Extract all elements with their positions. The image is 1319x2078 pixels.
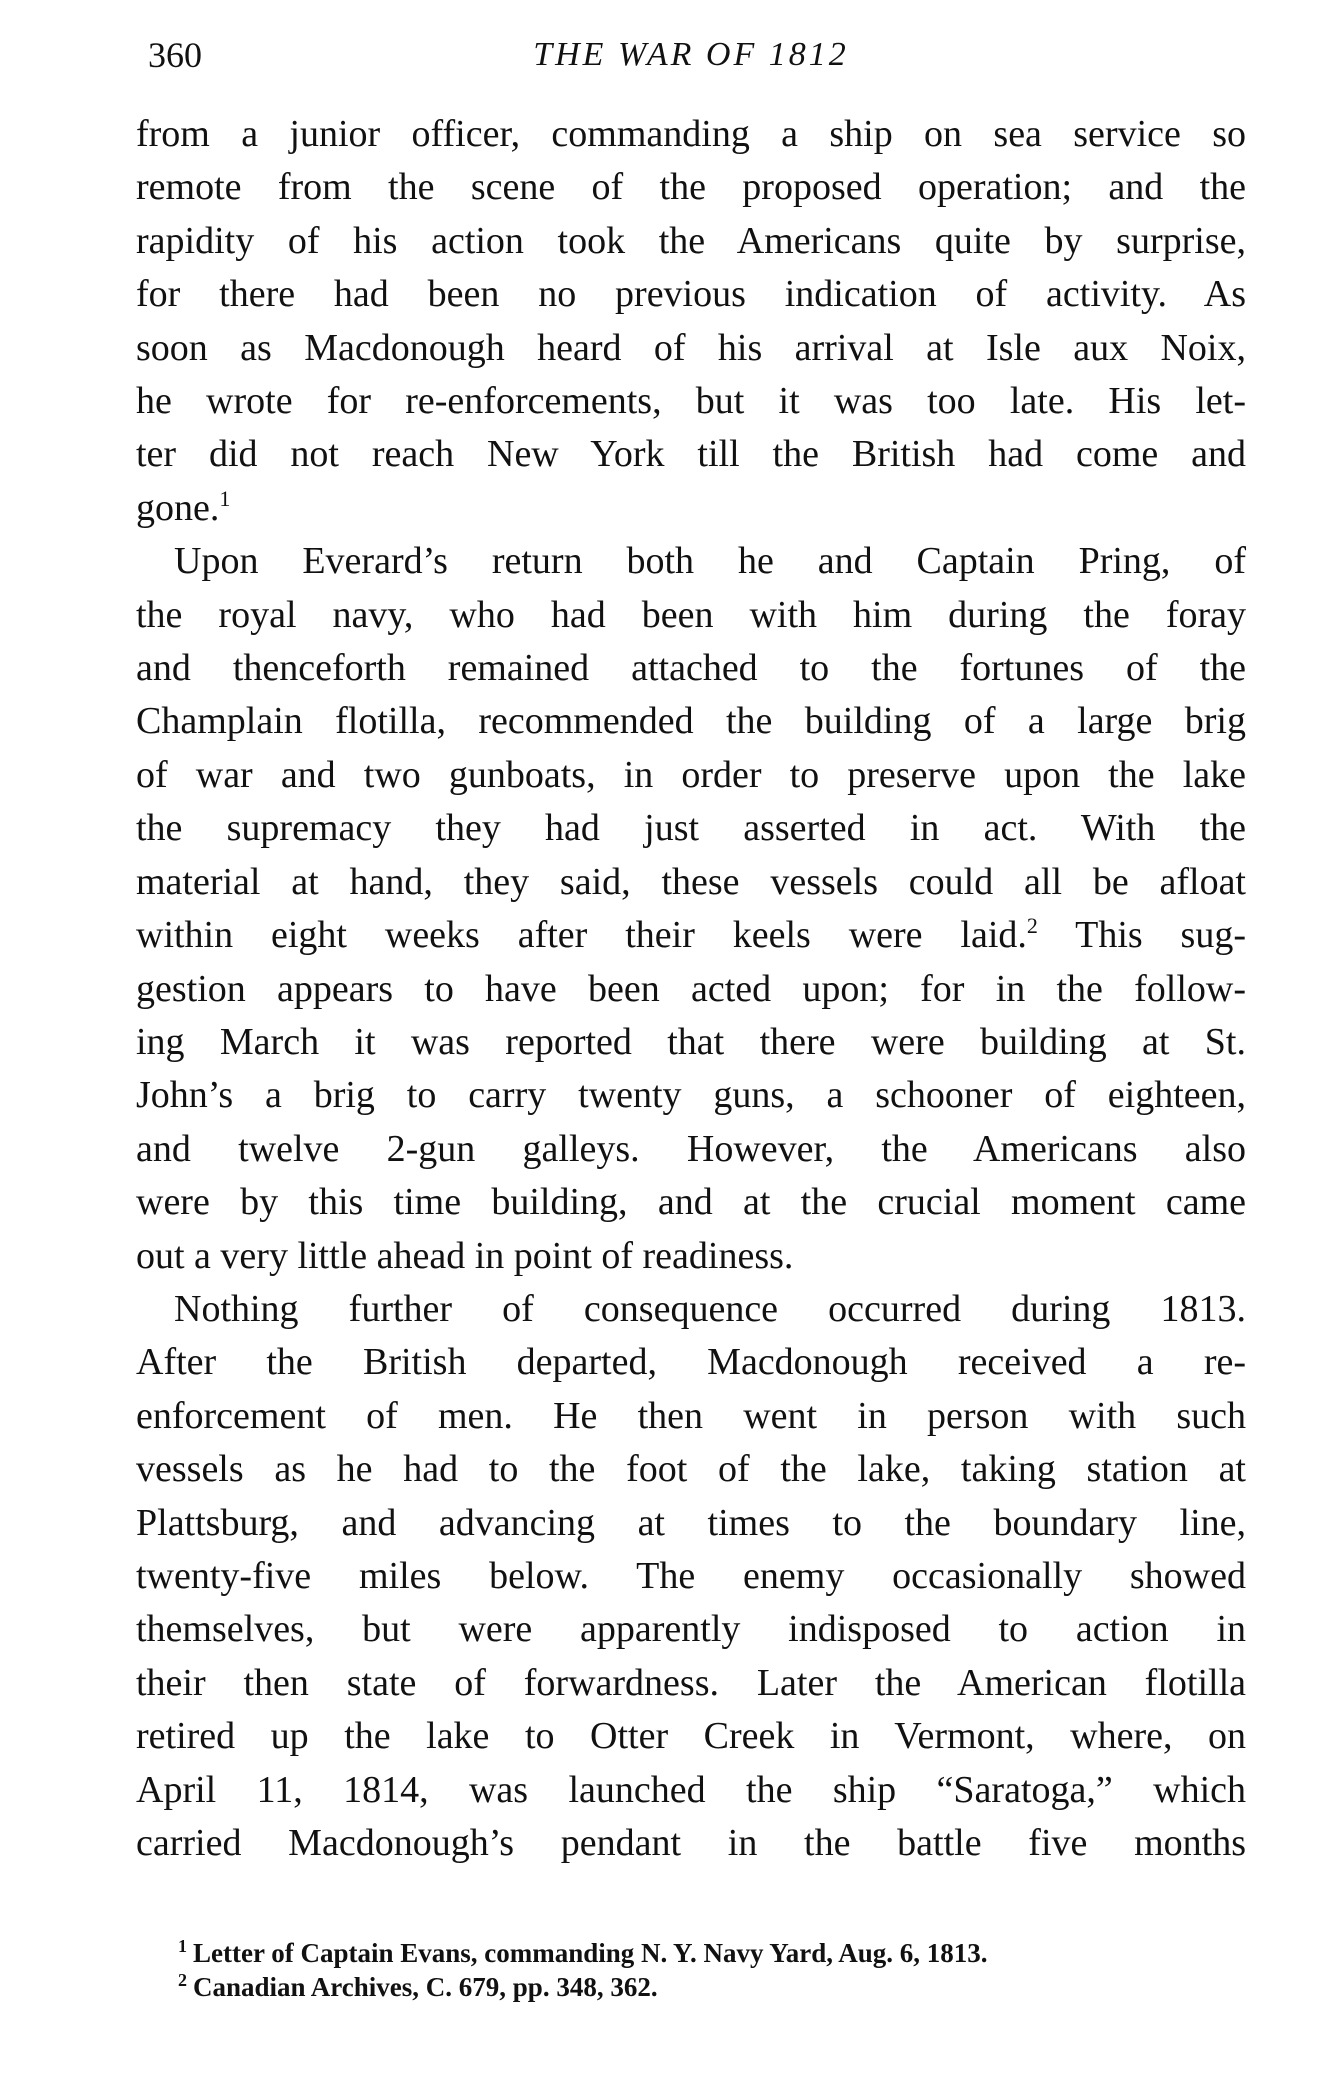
text-line: the supremacy they had just asserted in act. With the	[136, 807, 1246, 850]
text-line: carried Macdonough’s pendant in the battle five months	[136, 1822, 1246, 1864]
text-line: April 11, 1814, was launched the ship “Saratoga,” which	[136, 1768, 1246, 1811]
footnote-marker: 2	[178, 1970, 187, 1990]
footnote-reference: 2	[1026, 913, 1038, 939]
text-line: retired up the lake to Otter Creek in Vermont, where, on	[136, 1715, 1246, 1758]
text-line: from a junior officer, commanding a ship on sea service so	[136, 113, 1246, 155]
text-line: of war and two gunboats, in order to preserve upon the lake	[136, 753, 1246, 796]
text-line: enforcement of men. He then went in person with such	[136, 1394, 1246, 1437]
page-header	[136, 30, 1246, 80]
text-line: their then state of forwardness. Later the American flotilla	[136, 1661, 1246, 1704]
text-line: rapidity of his action took the Americans quite by surprise,	[136, 219, 1246, 262]
text-line: he wrote for re-enforcements, but it was too late. His let-	[136, 380, 1246, 423]
text-line: were by this time building, and at the crucial moment came	[136, 1181, 1246, 1224]
text-line: and thenceforth remained attached to the fortunes of the	[136, 647, 1246, 690]
text-line: Nothing further of consequence occurred during 1813.	[174, 1287, 1246, 1330]
text-line: vessels as he had to the foot of the lake, taking station at	[136, 1448, 1246, 1491]
paragraph-1	[136, 108, 1246, 535]
text-fragment: This sug-	[1037, 914, 1246, 957]
text-line: Upon Everard’s return both he and Captain Pring, of	[174, 540, 1246, 583]
text-line: soon as Macdonough heard of his arrival at Isle aux Noix,	[136, 326, 1246, 369]
text-line: ing March it was reported that there were building at St.	[136, 1020, 1246, 1063]
running-title: THE WAR OF 1812	[533, 36, 849, 73]
text-line: material at hand, they said, these vessels could all be afloat	[136, 860, 1246, 903]
footnote-text: Letter of Captain Evans, commanding N. Y. Navy Yard, Aug. 6, 1813.	[193, 1938, 988, 1968]
footnote-text: Canadian Archives, C. 679, pp. 348, 362.	[193, 1972, 658, 2002]
text-line: John’s a brig to carry twenty guns, a schooner of eighteen,	[136, 1074, 1246, 1117]
text-line: gestion appears to have been acted upon; for in the follow-	[136, 967, 1246, 1010]
page-number: 360	[148, 35, 202, 75]
text-line: out a very little ahead in point of readiness.	[136, 1234, 794, 1277]
text-line: and twelve 2-gun galleys. However, the Americans also	[136, 1127, 1246, 1170]
text-line	[136, 909, 1246, 962]
text-line: themselves, but were apparently indisposed to action in	[136, 1608, 1246, 1651]
footnote-marker: 1	[178, 1936, 187, 1956]
footnote-2	[178, 1970, 1238, 2004]
text-line: After the British departed, Macdonough received a re-	[136, 1341, 1246, 1384]
text-line: Champlain flotilla, recommended the building of a large brig	[136, 700, 1246, 743]
text-fragment: gone.	[136, 486, 220, 529]
text-line: twenty-five miles below. The enemy occasionally showed	[136, 1554, 1246, 1597]
footnotes	[178, 1936, 1238, 2004]
paragraph-3	[136, 1283, 1246, 1870]
text-line: Plattsburg, and advancing at times to the boundary line,	[136, 1501, 1246, 1544]
text-line: remote from the scene of the proposed operation; and the	[136, 166, 1246, 209]
text-line: ter did not reach New York till the British had come and	[136, 433, 1246, 476]
footnote-reference: 1	[219, 485, 231, 511]
text-line	[136, 482, 1246, 535]
text-line: the royal navy, who had been with him during the foray	[136, 593, 1246, 636]
body-text	[136, 108, 1246, 1870]
paragraph-2	[136, 535, 1246, 1283]
text-line: for there had been no previous indication of activity. As	[136, 273, 1246, 316]
text-fragment: within eight weeks after their keels were laid.	[136, 914, 1027, 957]
footnote-1	[178, 1936, 1238, 1970]
